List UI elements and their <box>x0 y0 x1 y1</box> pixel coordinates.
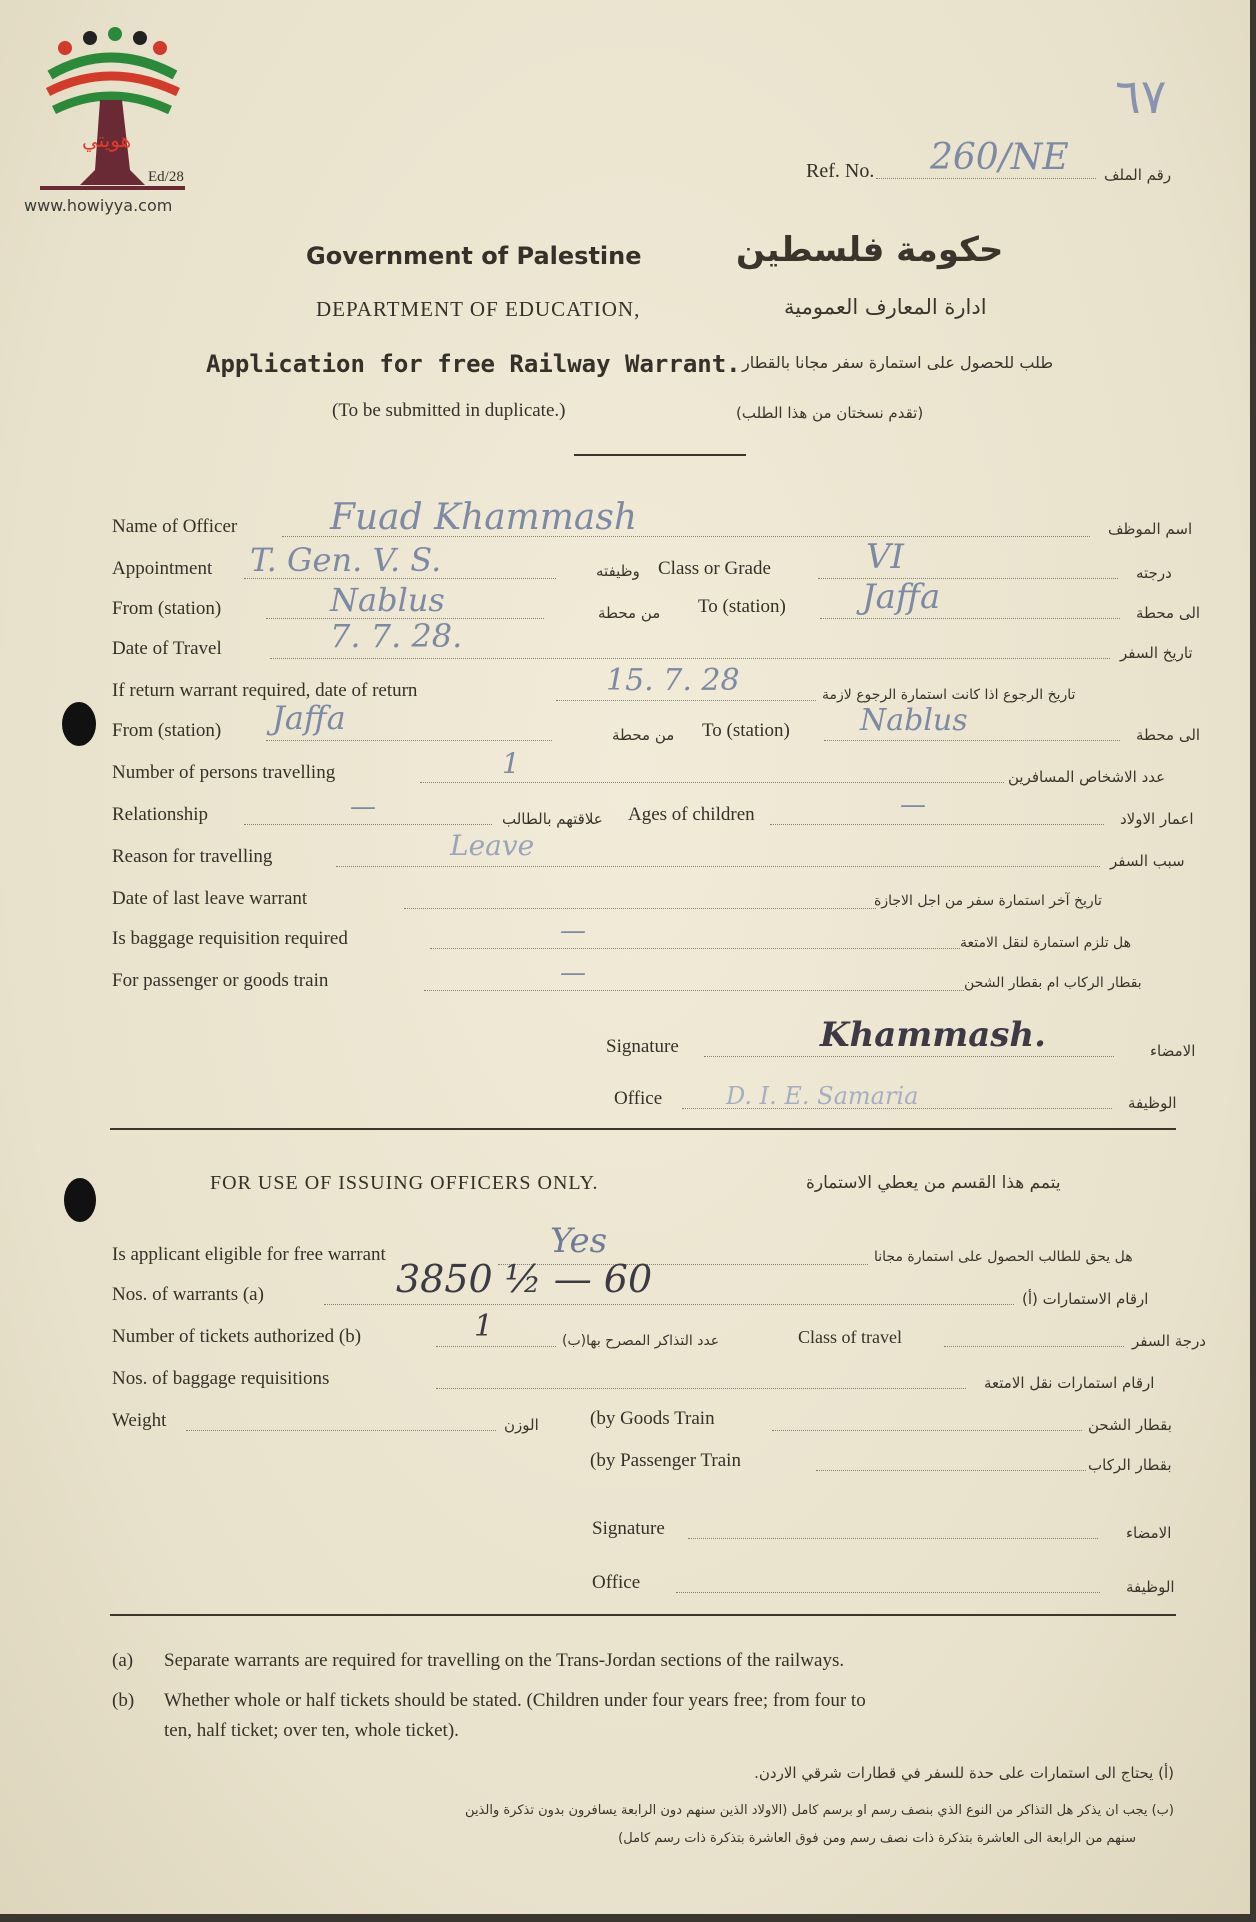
note-a-ar: (أ) يحتاج الى استمارات على حدة للسفر في قطارات شرقي الاردن. <box>754 1764 1174 1782</box>
office-label: Office <box>614 1088 663 1109</box>
name-value: Fuad Khammash <box>330 497 638 538</box>
goods-train-label: (by Goods Train <box>590 1408 715 1429</box>
goods-train-line <box>772 1430 1082 1431</box>
ref-line <box>876 178 1096 179</box>
punch-hole-top <box>62 702 96 746</box>
reason-label: Reason for travelling <box>112 846 273 867</box>
to-label-ar: الى محطة <box>1136 604 1201 622</box>
ref-label: Ref. No. <box>806 160 875 182</box>
note-b-mark: (b) <box>112 1690 135 1711</box>
logo-text: هويتي <box>82 128 132 152</box>
issuing-office-line <box>676 1592 1100 1593</box>
train-label-ar: بقطار الركاب ام بقطار الشحن <box>964 975 1142 991</box>
reason-label-ar: سبب السفر <box>1110 852 1185 870</box>
issuing-heading-ar: يتمم هذا القسم من يعطي الاستمارة <box>806 1173 1061 1193</box>
travel-class-line <box>944 1346 1124 1347</box>
issuing-heading: FOR USE OF ISSUING OFFICERS ONLY. <box>210 1172 599 1194</box>
duplicate-note-ar: (تقدم نسختان من هذا الطلب) <box>736 404 924 422</box>
ref-label-ar: رقم الملف <box>1104 166 1172 184</box>
signature-label-ar: الامضاء <box>1150 1042 1196 1060</box>
baggage-label: Is baggage requisition required <box>112 928 348 949</box>
from-value: Nablus <box>330 581 445 619</box>
issuing-signature-line <box>688 1538 1098 1539</box>
last-leave-line <box>404 908 876 909</box>
watermark-site: www.howiyya.com <box>24 196 173 215</box>
appointment-value: T. Gen. V. S. <box>250 541 442 579</box>
class-value: VI <box>866 537 904 577</box>
eligible-label-ar: هل يحق للطالب الحصول على استمارة مجانا <box>874 1249 1133 1265</box>
warrants-value: 3850 ½ — 60 <box>396 1257 653 1301</box>
return-value: 15. 7. 28 <box>606 663 740 698</box>
persons-value: 1 <box>502 747 520 780</box>
passenger-train-line <box>816 1470 1086 1471</box>
appointment-label-ar: وظيفته <box>596 562 640 580</box>
goods-train-label-ar: بقطار الشحن <box>1088 1416 1172 1434</box>
travel-class-label: Class of travel <box>798 1327 902 1347</box>
persons-label: Number of persons travelling <box>112 762 336 783</box>
return-line <box>556 700 816 701</box>
to-line <box>820 618 1120 619</box>
relationship-label-ar: علاقتهم بالطالب <box>502 810 603 828</box>
relationship-line <box>244 824 492 825</box>
tickets-value: 1 <box>474 1309 494 1344</box>
punch-hole-bottom <box>64 1178 96 1222</box>
persons-label-ar: عدد الاشخاص المسافرين <box>1008 768 1166 786</box>
eligible-label: Is applicant eligible for free warrant <box>112 1244 386 1265</box>
to-value: Jaffa <box>862 577 941 617</box>
ages-line <box>770 824 1104 825</box>
eligible-value: Yes <box>550 1221 608 1261</box>
issuing-office-label: Office <box>592 1572 641 1593</box>
note-a-text: Separate warrants are required for travelling on the Trans-Jordan sections of the railways. <box>164 1650 845 1671</box>
train-line <box>424 990 964 991</box>
date-line <box>270 658 1110 659</box>
ref-value: 260/NE <box>930 137 1069 178</box>
office-label-ar: الوظيفة <box>1128 1094 1177 1112</box>
application-title-ar: طلب للحصول على استمارة سفر مجانا بالقطار <box>742 353 1054 372</box>
from-label: From (station) <box>112 598 222 619</box>
return-from-value: Jaffa <box>272 699 346 737</box>
return-to-label: To (station) <box>702 720 790 741</box>
return-to-line <box>824 740 1120 741</box>
baggage-label-ar: هل تلزم استمارة لنقل الامتعة <box>960 935 1132 951</box>
return-from-line <box>266 740 552 741</box>
date-label-ar: تاريخ السفر <box>1120 644 1193 662</box>
gov-title: Government of Palestine <box>306 242 642 270</box>
tickets-label: Number of tickets authorized (b) <box>112 1326 362 1347</box>
howiyya-logo <box>20 20 200 220</box>
warrants-label-ar: ارقام الاستمارات (أ) <box>1022 1290 1149 1308</box>
title-divider <box>574 454 746 456</box>
warrants-line <box>324 1304 1014 1305</box>
baggage-line <box>430 948 960 949</box>
persons-line <box>420 782 1004 783</box>
ages-label: Ages of children <box>628 804 755 825</box>
scan-edge-bottom <box>0 1914 1256 1922</box>
issuing-office-label-ar: الوظيفة <box>1126 1578 1175 1596</box>
baggage-nos-label: Nos. of baggage requisitions <box>112 1368 330 1389</box>
notes-divider <box>110 1614 1176 1616</box>
signature-value: Khammash. <box>820 1015 1046 1055</box>
return-label-ar: تاريخ الرجوع اذا كانت استمارة الرجوع لازمة <box>822 687 1076 703</box>
last-leave-label: Date of last leave warrant <box>112 888 308 909</box>
note-b-text-line1: Whether whole or half tickets should be stated. (Children under four years free; from four to <box>164 1690 866 1711</box>
return-to-label-ar: الى محطة <box>1136 726 1201 744</box>
gov-title-ar: حكومة فلسطين <box>736 230 1004 270</box>
passenger-train-label-ar: بقطار الركاب <box>1088 1456 1172 1474</box>
return-to-value: Nablus <box>860 703 968 738</box>
application-title: Application for free Railway Warrant. <box>206 350 741 378</box>
train-value: — <box>560 958 586 988</box>
to-label: To (station) <box>698 596 786 617</box>
train-label: For passenger or goods train <box>112 970 329 991</box>
relationship-value: — <box>350 792 376 822</box>
office-value: D. I. E. Samaria <box>726 1082 919 1110</box>
name-label-ar: اسم الموظف <box>1108 520 1193 538</box>
return-from-label: From (station) <box>112 720 222 741</box>
class-label: Class or Grade <box>658 558 771 579</box>
baggage-nos-line <box>436 1388 966 1389</box>
note-b-ar-line1: (ب) يجب ان يذكر هل التذاكر من النوع الذي بنصف رسم او برسم كامل (الاولاد الذين سنهم دون الرابعة يسافرون بدون تذكرة والذين <box>465 1803 1174 1818</box>
baggage-nos-label-ar: ارقام استمارات نقل الامتعة <box>984 1374 1155 1392</box>
note-a-mark: (a) <box>112 1650 134 1671</box>
weight-label: Weight <box>112 1410 167 1431</box>
issuing-signature-label-ar: الامضاء <box>1126 1524 1172 1542</box>
baggage-value: — <box>560 916 586 946</box>
name-label: Name of Officer <box>112 516 238 537</box>
date-label: Date of Travel <box>112 638 222 659</box>
date-value: 7. 7. 28. <box>330 617 463 655</box>
return-from-label-ar: من محطة <box>612 726 675 744</box>
class-label-ar: درجته <box>1136 564 1172 582</box>
signature-label: Signature <box>606 1036 679 1057</box>
signature-line <box>704 1056 1114 1057</box>
relationship-label: Relationship <box>112 804 209 825</box>
travel-class-label-ar: درجة السفر <box>1132 1332 1206 1350</box>
weight-line <box>186 1430 496 1431</box>
tickets-label-ar: عدد التذاكر المصرح بها(ب) <box>562 1333 720 1349</box>
appointment-label: Appointment <box>112 558 213 579</box>
last-leave-label-ar: تاريخ آخر استمارة سفر من اجل الاجازة <box>874 893 1102 909</box>
scan-edge-right <box>1250 0 1256 1922</box>
page-number: ٦٧ <box>1115 69 1167 125</box>
section-divider <box>110 1128 1176 1130</box>
note-b-ar-line2: سنهم من الرابعة الى العاشرة بتذكرة ذات نصف رسم ومن فوق العاشرة بتذكرة ذات رسم كامل) <box>618 1831 1136 1846</box>
weight-label-ar: الوزن <box>504 1416 539 1434</box>
return-label: If return warrant required, date of return <box>112 680 418 701</box>
dept-title-ar: ادارة المعارف العمومية <box>784 295 987 319</box>
reason-value: Leave <box>450 829 535 862</box>
warrants-label: Nos. of warrants (a) <box>112 1284 264 1305</box>
issuing-signature-label: Signature <box>592 1518 665 1539</box>
dept-title: DEPARTMENT OF EDUCATION, <box>316 297 641 321</box>
ages-label-ar: اعمار الاولاد <box>1120 810 1194 828</box>
passenger-train-label: (by Passenger Train <box>590 1450 741 1471</box>
tickets-line <box>436 1346 556 1347</box>
from-label-ar: من محطة <box>598 604 661 622</box>
note-b-text-line2: ten, half ticket; over ten, whole ticket). <box>164 1720 459 1741</box>
form-number: Ed/28 <box>148 169 184 185</box>
reason-line <box>336 866 1100 867</box>
duplicate-note: (To be submitted in duplicate.) <box>332 400 566 421</box>
ages-value: — <box>900 790 926 820</box>
